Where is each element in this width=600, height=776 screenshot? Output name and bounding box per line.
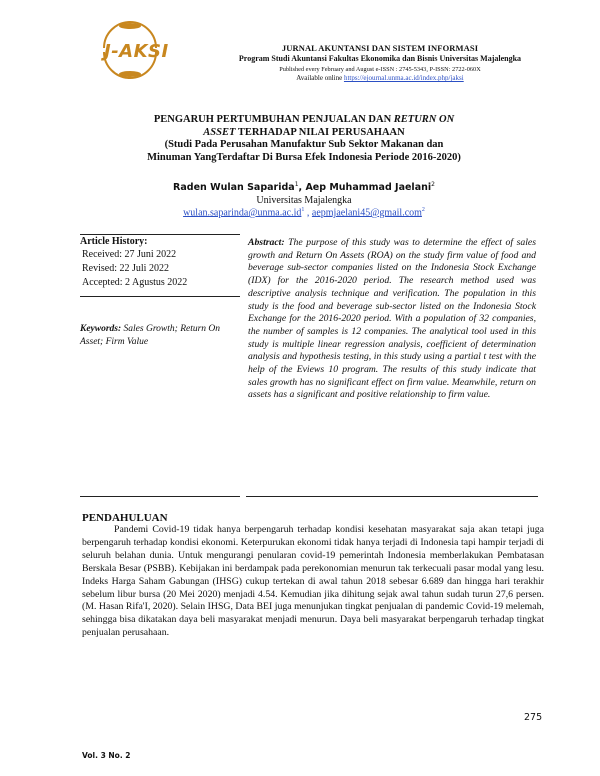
divider-history-top xyxy=(80,234,240,235)
abstract-label: Abstract: xyxy=(248,237,285,248)
abstract-text: The purpose of this study was to determine the effect of sales growth and Return On Assets (ROA) on the study firm value of food and beverage sub-sector companies listed on the Indonesia Stock Exchange (IDX) for the 2016-2020 period. The research method used was descriptive analysis technique and verification. The population in this study is the food and beverage sub-sector listed on the Indonesia Stock Exchange for the 2016-2020 period. With a population of 32 companies, the number of samples is 12 companies. The analytical tool used in this study is multiple linear regression analysis, coefficient of determination analysis and hypothesis testing, in this study using a partial t test with the help of the Eviews 10 program. The results of this study indicate that sales growth has no significant effect on firm value. Meanwhile, return on assets has a significant and positive relationship to firm value. xyxy=(248,237,536,401)
title-line3: (Studi Pada Perusahan Manufaktur Sub Sektor Makanan dan xyxy=(164,139,444,151)
abstract xyxy=(248,237,536,402)
title-line1-prefix: PENGARUH PERTUMBUHAN PENJUALAN DAN xyxy=(153,114,394,125)
email-1-sup: 1 xyxy=(301,207,305,213)
received-date: Received: 27 Juni 2022 xyxy=(82,249,177,260)
keywords-label: Keywords: xyxy=(80,324,122,334)
divider-keywords-bottom xyxy=(80,496,240,497)
body-paragraph: Pandemi Covid-19 tidak hanya berpengaruh terhadap kondisi kesehatan masyarakat saja akan tetapi juga berpengaruh terhadap kondisi ekonomi. Keterpurukan ekonomi tidak hanya terjadi di Indonesia tapi hampir terjadi di seluruh belahan dunia. Untuk mengurangi penularan covid-19 pemerintah Indonesia memberlakukan Pembatasan Berskala Besar (PSBB). Kebijakan ini berdampak pada perekonomian menurun tak terkecuali pasar modal yang lesu. Indeks Harga Saham Gabungan (IHSG) cukup tertekan di awal tahun 2018 sebesar 6.689 dan hingga hari terakhir sebelum libur bursa (20 Mei 2020) menjadi 4.54. Kemudian jika dihitung sejak awal tahun sudah turun 27,6 persen. (M. Hasan Rifa'I, 2020). Selain IHSG, Data BEI juga menunjukan tingkat penjualan di pandemic Covid-19 melemah, sehingga bisa dikatakan daya beli masyarakat menjadi menurun. Daya beli masyarakat berpengaruh terhadap tingkat penjualan perusahaan. xyxy=(82,524,544,639)
title-line4: Minuman YangTerdaftar Di Bursa Efek Indonesia Periode 2016-2020) xyxy=(147,152,461,164)
author-2-sup: 2 xyxy=(431,181,435,188)
paper-title xyxy=(86,114,522,165)
page-number: 275 xyxy=(524,712,543,723)
author-1-sup: 1 xyxy=(294,181,299,188)
authors-line xyxy=(86,181,522,193)
revised-date: Revised: 22 Juli 2022 xyxy=(82,263,169,274)
affiliation: Universitas Majalengka xyxy=(256,195,352,206)
author-separator: , xyxy=(298,182,306,194)
available-online-label: Available online xyxy=(296,74,343,82)
title-line1-italic: RETURN ON xyxy=(393,114,455,125)
publication-info: Published every February and August e-ISSN : 2745-5343, P-ISSN: 2722-060X xyxy=(279,66,481,73)
title-line2-rest: TERHADAP NILAI PERUSAHAAN xyxy=(235,126,405,138)
author-1: Raden Wulan Saparida xyxy=(173,182,295,194)
section-heading: PENDAHULUAN xyxy=(82,512,168,524)
divider-history-bottom xyxy=(80,296,240,297)
available-online xyxy=(180,74,580,82)
logo-text: J-AKSI xyxy=(104,41,169,62)
accepted-date: Accepted: 2 Agustus 2022 xyxy=(82,277,188,288)
divider-abstract-bottom xyxy=(246,496,538,497)
keywords-text: Sales Growth; Return On Asset; Firm Value xyxy=(80,324,221,347)
email-1-link[interactable]: wulan.saparinda@unma.ac.id xyxy=(183,207,302,219)
article-history-heading: Article History: xyxy=(80,236,148,247)
journal-subtitle: Program Studi Akuntansi Fakultas Ekonomika dan Bisnis Universitas Majalengka xyxy=(238,54,522,63)
emails-line xyxy=(86,207,522,218)
email-2-sup: 2 xyxy=(421,207,425,213)
email-separator: , xyxy=(304,207,312,219)
journal-title: JURNAL AKUNTANSI DAN SISTEM INFORMASI xyxy=(281,43,479,53)
author-2: Aep Muhammad Jaelani xyxy=(305,182,432,194)
title-line2-italic: ASSET xyxy=(203,126,236,138)
journal-url-link[interactable]: https://ejournal.unma.ac.id/index.php/jaksi xyxy=(343,74,464,82)
volume-footer: Vol. 3 No. 2 xyxy=(82,751,131,760)
email-2-link[interactable]: aepmjaelani45@gmail.com xyxy=(311,207,422,219)
keywords xyxy=(80,323,230,348)
